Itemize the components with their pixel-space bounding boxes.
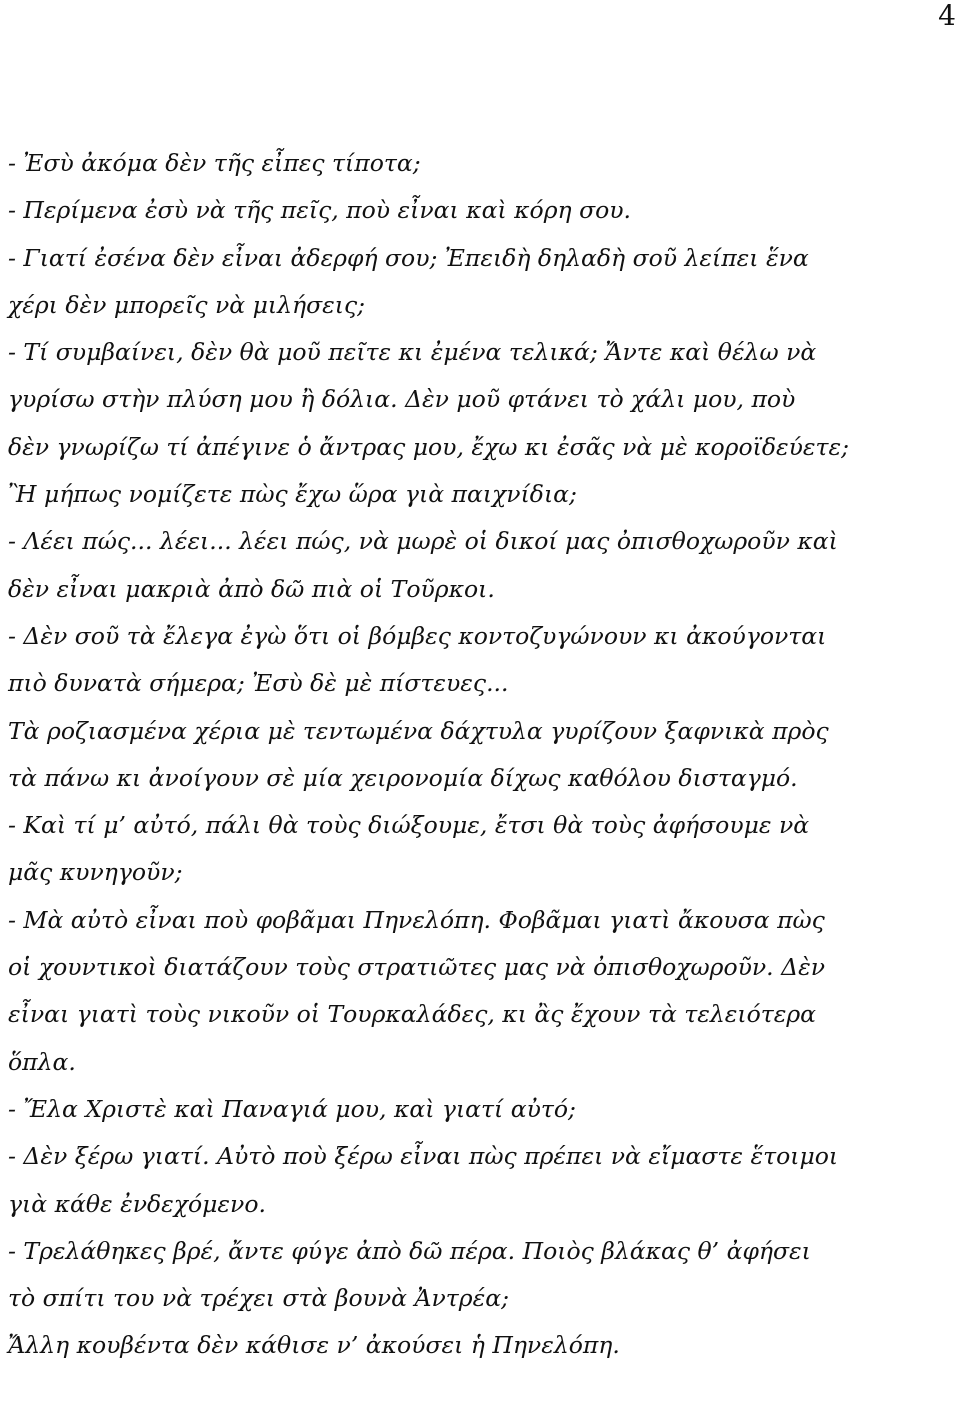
text-line: Τὰ ροζιασμένα χέρια μὲ τεντωμένα δάχτυλα γυρίζουν ξαφνικὰ πρὸς: [8, 716, 829, 745]
text-line: τὰ πάνω κι ἀνοίγουν σὲ μία χειρονομία δίχως καθόλου δισταγμό.: [8, 763, 798, 792]
text-line: χέρι δὲν μπορεῖς νὰ μιλήσεις;: [8, 290, 366, 319]
page-number: 4: [938, 0, 956, 32]
text-line: - Λέει πώς... λέει... λέει πώς, νὰ μωρὲ οἱ δικοί μας ὀπισθοχωροῦν καὶ: [8, 527, 838, 556]
text-line: πιὸ δυνατὰ σήμερα; Ἐσὺ δὲ μὲ πίστευες...: [8, 669, 509, 698]
text-line: - Δὲν ξέρω γιατί. Αὐτὸ ποὺ ξέρω εἶναι πὼς πρέπει νὰ εἴμαστε ἕτοιμοι: [8, 1142, 839, 1171]
text-line: - Μὰ αὐτὸ εἶναι ποὺ φοβᾶμαι Πηνελόπη. Φοβᾶμαι γιατὶ ἄκουσα πὼς: [8, 905, 825, 934]
text-line: Ἢ μήπως νομίζετε πὼς ἔχω ὥρα γιὰ παιχνίδια;: [8, 480, 577, 509]
text-line: Ἄλλη κουβέντα δὲν κάθισε ν’ ἀκούσει ἡ Πηνελόπη.: [8, 1331, 620, 1360]
document-body: [8, 140, 952, 1370]
text-line: - Περίμενα ἐσὺ νὰ τῆς πεῖς, ποὺ εἶναι καὶ κόρη σου.: [8, 196, 632, 225]
text-line: τὸ σπίτι του νὰ τρέχει στὰ βουνὰ Ἀντρέα;: [8, 1284, 509, 1313]
text-line: μᾶς κυνηγοῦν;: [8, 858, 183, 887]
text-line: - Δὲν σοῦ τὰ ἔλεγα ἐγὼ ὅτι οἱ βόμβες κοντοζυγώνουν κι ἀκούγονται: [8, 621, 827, 650]
text-line: γυρίσω στὴν πλύση μου ἢ δόλια. Δὲν μοῦ φτάνει τὸ χάλι μου, ποὺ: [8, 385, 796, 414]
text-line: εἶναι γιατὶ τοὺς νικοῦν οἱ Τουρκαλάδες, κι ἂς ἔχουν τὰ τελειότερα: [8, 1000, 817, 1029]
text-line: - Καὶ τί μ’ αὐτό, πάλι θὰ τοὺς διώξουμε, ἔτσι θὰ τοὺς ἀφήσουμε νὰ: [8, 811, 810, 840]
text-line: οἱ χουντικοὶ διατάζουν τοὺς στρατιῶτες μας νὰ ὀπισθοχωροῦν. Δὲν: [8, 953, 825, 982]
text-line: - Ἔλα Χριστὲ καὶ Παναγιά μου, καὶ γιατί αὐτό;: [8, 1094, 576, 1123]
text-line: - Ἐσὺ ἀκόμα δὲν τῆς εἶπες τίποτα;: [8, 149, 421, 177]
text-line: γιὰ κάθε ἐνδεχόμενο.: [8, 1189, 266, 1218]
text-line: - Τί συμβαίνει, δὲν θὰ μοῦ πεῖτε κι ἐμένα τελικά; Ἄντε καὶ θέλω νὰ: [8, 338, 817, 367]
text-line: - Τρελάθηκες βρέ, ἄντε φύγε ἀπὸ δῶ πέρα. Ποιὸς βλάκας θ’ ἀφήσει: [8, 1236, 811, 1265]
text-line: δὲν εἶναι μακριὰ ἀπὸ δῶ πιὰ οἱ Τοῦρκοι.: [8, 574, 495, 603]
text-line: ὅπλα.: [8, 1047, 76, 1076]
text-line: δὲν γνωρίζω τί ἀπέγινε ὁ ἄντρας μου, ἔχω κι ἐσᾶς νὰ μὲ κοροϊδεύετε;: [8, 432, 850, 461]
text-line: - Γιατί ἐσένα δὲν εἶναι ἀδερφή σου; Ἐπειδὴ δηλαδὴ σοῦ λείπει ἕνα: [8, 243, 809, 272]
